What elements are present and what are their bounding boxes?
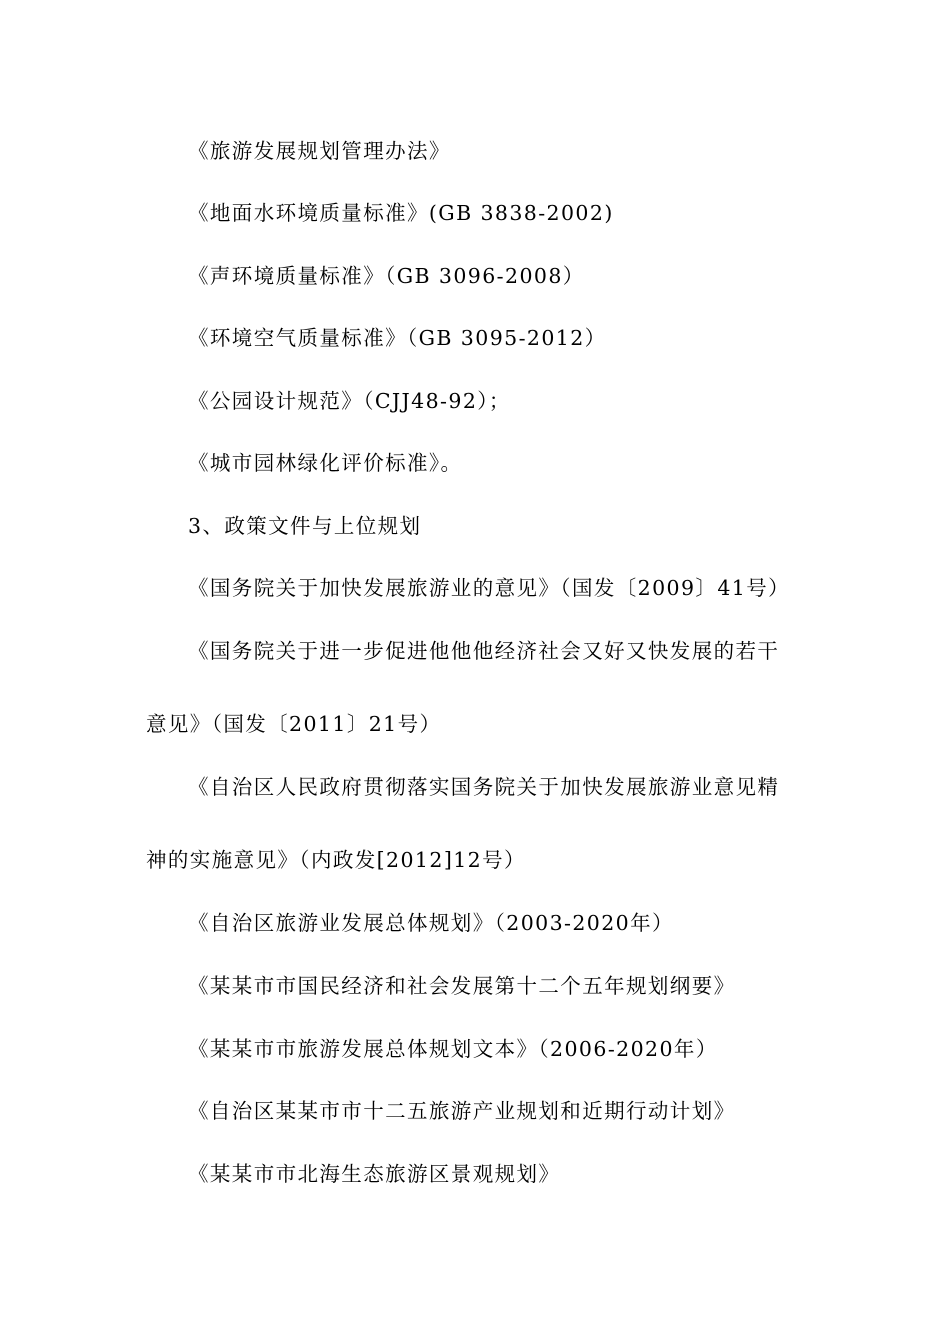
policy-ref-city-tourism-master-plan: 《某某市市旅游发展总体规划文本》（2006-2020年） (188, 1037, 718, 1061)
policy-ref-region-implementation-line2: 神的实施意见》（内政发[2012]12号） (146, 848, 526, 872)
policy-ref-state-council-development-line1: 《国务院关于进一步促进他他他经济社会又好又快发展的若干 (188, 639, 780, 663)
standard-ref-park-design-code: 《公园设计规范》（CJJ48-92）； (188, 389, 511, 413)
policy-ref-region-implementation-line1: 《自治区人民政府贯彻落实国务院关于加快发展旅游业意见精 (188, 775, 780, 799)
policy-ref-state-council-tourism-opinion: 《国务院关于加快发展旅游业的意见》（国发〔2009〕41号） (188, 576, 791, 600)
policy-ref-region-twelfth-five-year-tourism: 《自治区某某市市十二五旅游产业规划和近期行动计划》 (188, 1099, 736, 1123)
policy-ref-beihai-landscape-plan: 《某某市市北海生态旅游区景观规划》 (188, 1162, 561, 1186)
standard-ref-surface-water-quality: 《地面水环境质量标准》(GB 3838-2002) (188, 201, 614, 225)
policy-ref-city-five-year-plan: 《某某市市国民经济和社会发展第十二个五年规划纲要》 (188, 974, 736, 998)
section-heading-policy-documents: 3、政策文件与上位规划 (188, 514, 422, 538)
policy-ref-state-council-development-line2: 意见》（国发〔2011〕21号） (146, 712, 442, 736)
standard-ref-tourism-planning-measures: 《旅游发展规划管理办法》 (188, 139, 451, 163)
standard-ref-acoustic-environment: 《声环境质量标准》（GB 3096-2008） (188, 264, 585, 288)
policy-ref-region-tourism-master-plan: 《自治区旅游业发展总体规划》（2003-2020年） (188, 911, 674, 935)
standard-ref-urban-greening-evaluation: 《城市园林绿化评价标准》。 (188, 451, 463, 475)
standard-ref-ambient-air-quality: 《环境空气质量标准》（GB 3095-2012） (188, 326, 607, 350)
